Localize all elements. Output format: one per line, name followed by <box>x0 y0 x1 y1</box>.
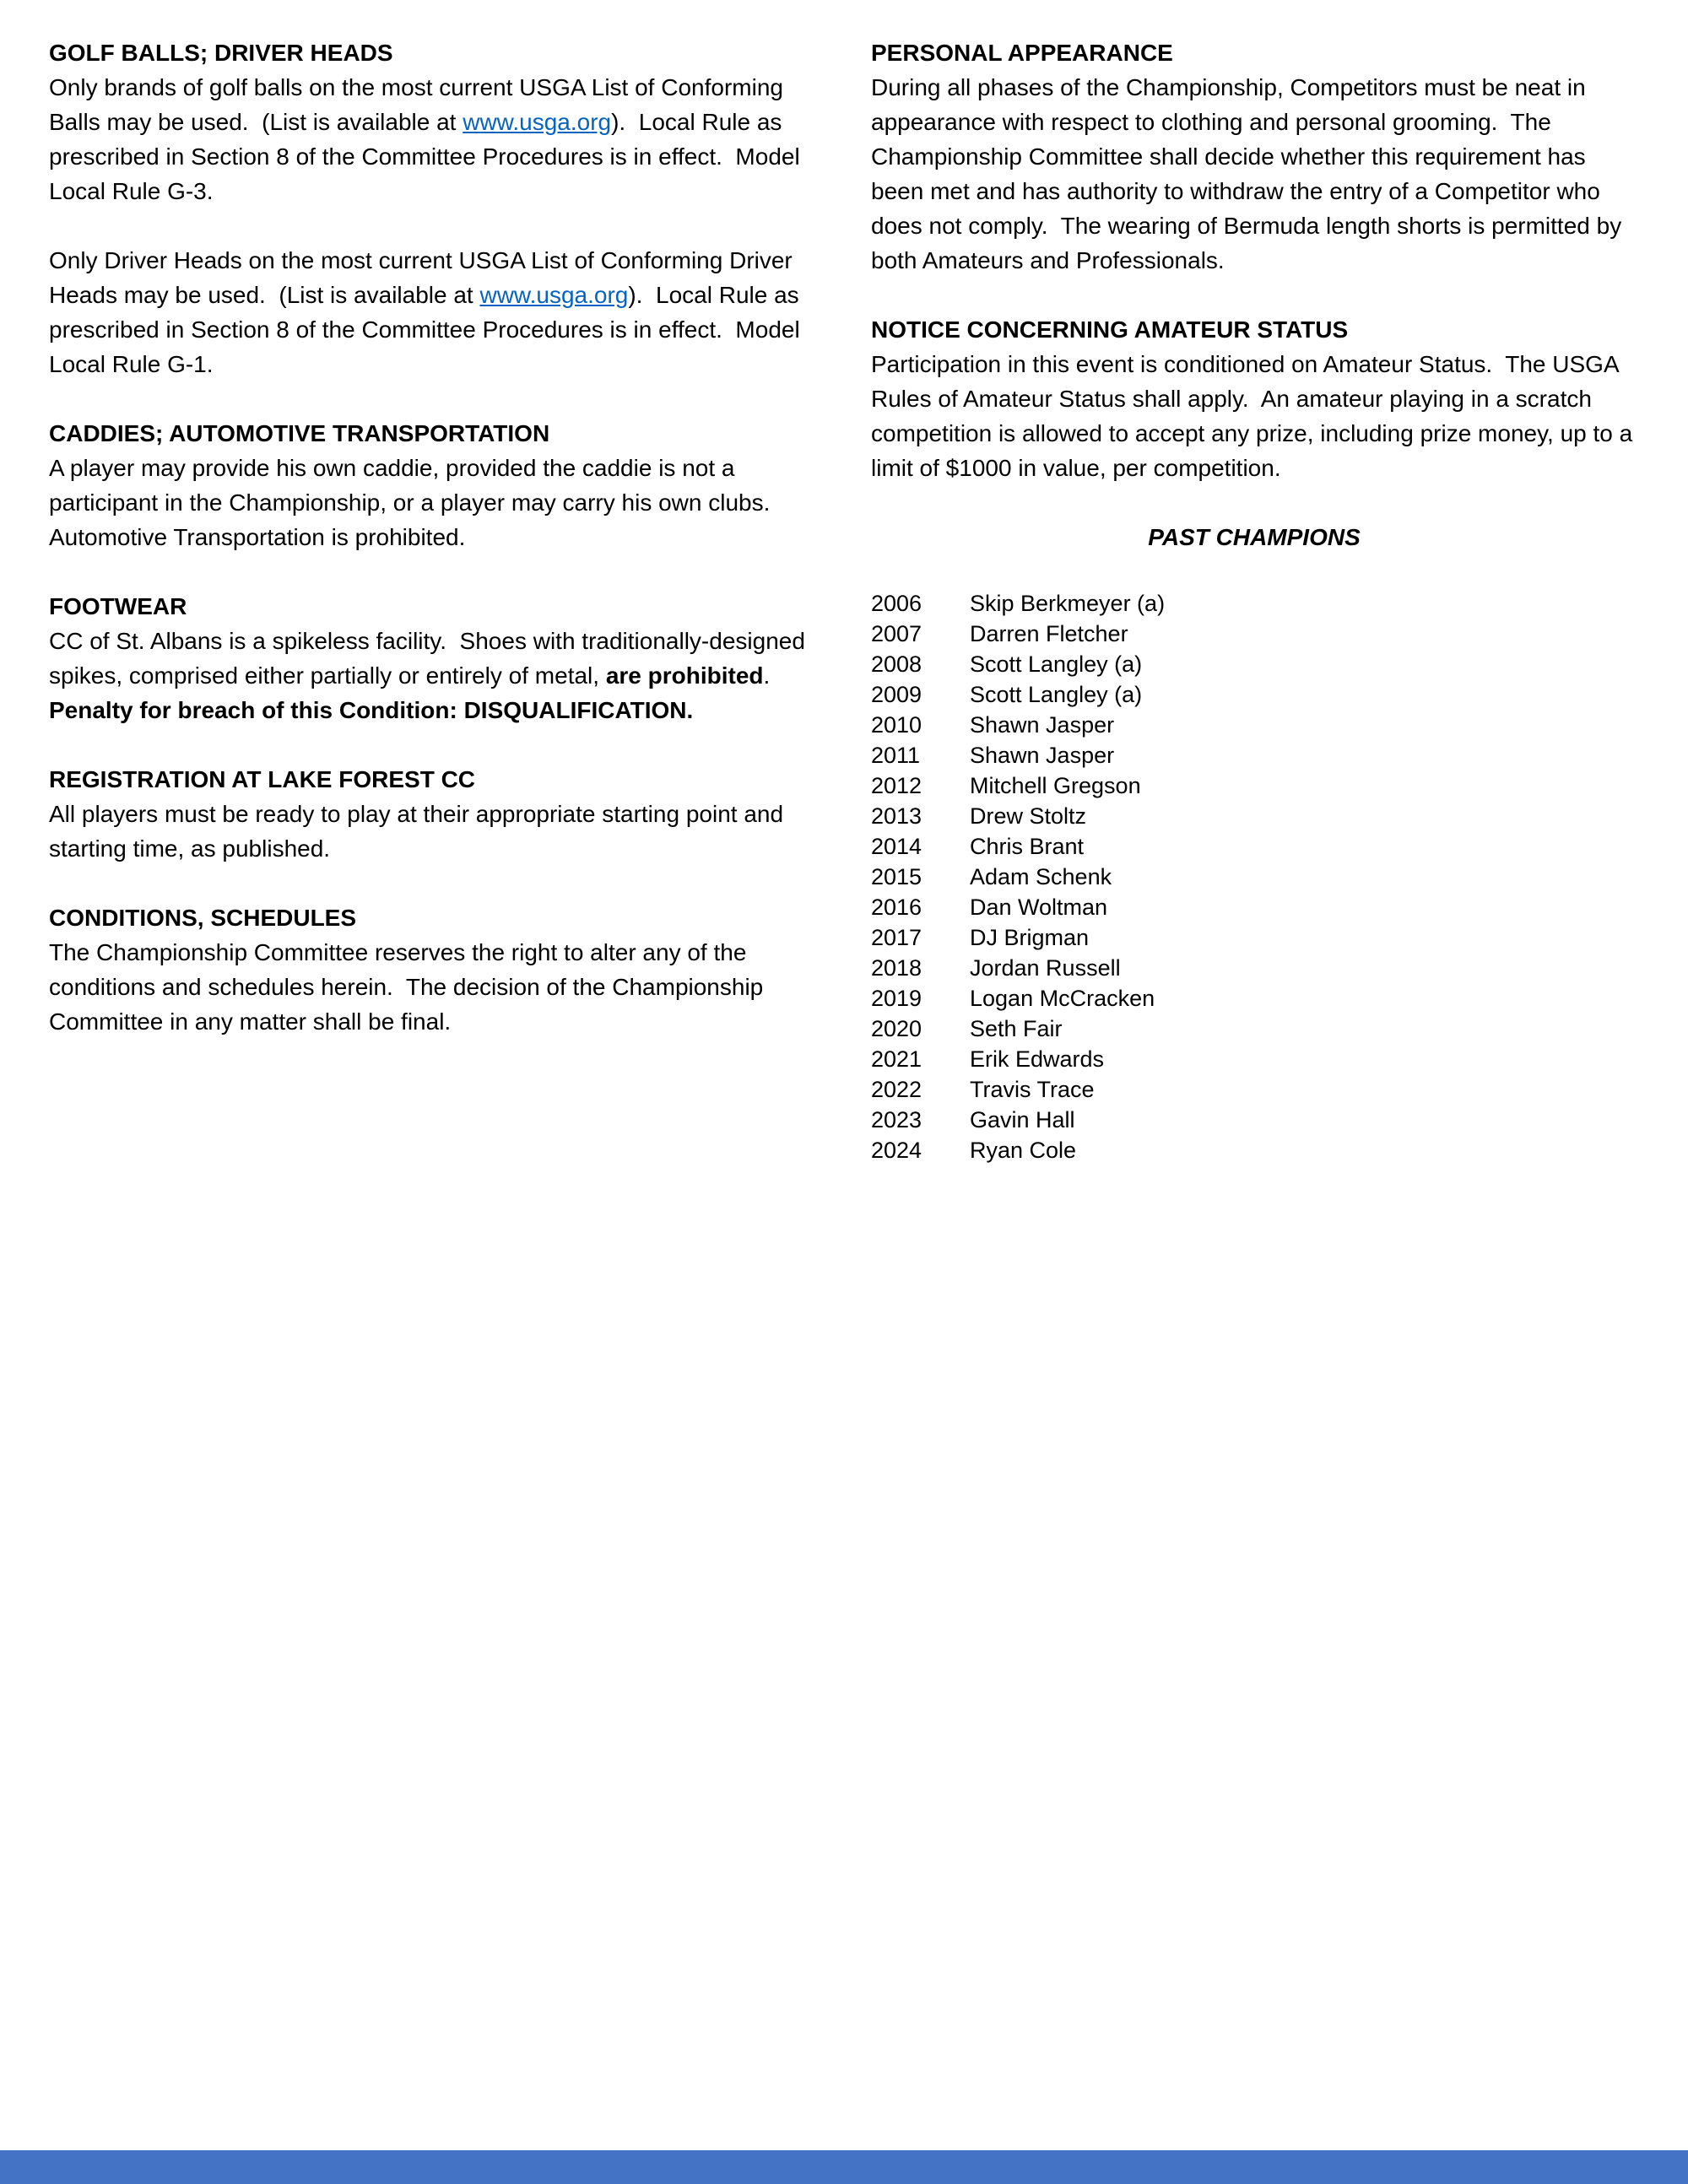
past-champions-list <box>871 588 1637 1165</box>
champion-row <box>871 1074 1637 1105</box>
champion-row <box>871 679 1637 710</box>
champion-name: Darren Fletcher <box>970 621 1128 646</box>
section-heading-caddies: CADDIES; AUTOMOTIVE TRANSPORTATION <box>49 420 550 446</box>
champion-year: 2012 <box>871 773 922 798</box>
champion-year: 2020 <box>871 1016 922 1041</box>
section-caddies-transportation <box>49 416 815 554</box>
right-column <box>871 35 1637 1200</box>
champion-year: 2019 <box>871 986 922 1011</box>
champion-row <box>871 801 1637 831</box>
champion-row <box>871 1105 1637 1135</box>
champion-year: 2015 <box>871 864 922 889</box>
champion-year: 2006 <box>871 591 922 616</box>
registration-paragraph: All players must be ready to play at their appropriate starting point and starting time, as published. <box>49 801 790 862</box>
caddies-paragraph: A player may provide his own caddie, provided the caddie is not a participant in the Championship, or a player may carry his own clubs. Automotive Transportation is prohibited. <box>49 455 782 550</box>
section-heading-personal-appearance: PERSONAL APPEARANCE <box>871 40 1173 66</box>
champion-row <box>871 770 1637 801</box>
champion-year: 2017 <box>871 925 922 950</box>
section-past-champions <box>871 520 1637 1165</box>
champion-year: 2008 <box>871 651 922 677</box>
champion-name: Scott Langley (a) <box>970 682 1143 707</box>
footer-accent-bar <box>0 2150 1688 2184</box>
section-heading-golf-balls: GOLF BALLS; DRIVER HEADS <box>49 40 393 66</box>
champion-row <box>871 649 1637 679</box>
champion-name: Ryan Cole <box>970 1138 1077 1163</box>
paragraph-text: Only Driver Heads on the most current USGA List of Conforming Driver Heads may be used. (List is available at <box>49 247 799 308</box>
champion-row <box>871 983 1637 1014</box>
usga-link[interactable]: www.usga.org <box>479 282 629 308</box>
champion-name: Mitchell Gregson <box>970 773 1141 798</box>
champion-year: 2021 <box>871 1046 922 1072</box>
past-champions-heading: PAST CHAMPIONS <box>1148 524 1361 550</box>
footwear-paragraph <box>49 624 815 727</box>
usga-link[interactable]: www.usga.org <box>463 109 612 135</box>
amateur-status-paragraph: Participation in this event is conditioned on Amateur Status. The USGA Rules of Amateur Status shall apply. An amateur playing in a scratch competition is allowed to accept any prize, including prize money, up to a limit of $1000 in value, per competition. <box>871 351 1639 481</box>
paragraph-text: . <box>763 662 783 689</box>
left-column <box>49 35 815 1200</box>
driver-heads-paragraph <box>49 243 815 381</box>
champion-name: Drew Stoltz <box>970 803 1087 829</box>
champion-row <box>871 588 1637 619</box>
champion-name: Gavin Hall <box>970 1107 1075 1133</box>
champion-name: Erik Edwards <box>970 1046 1105 1072</box>
champion-year: 2023 <box>871 1107 922 1133</box>
section-registration <box>49 762 815 866</box>
paragraph-text: Only brands of golf balls on the most current USGA List of Conforming Balls may be used. (List is available at <box>49 74 790 135</box>
champion-row <box>871 1135 1637 1165</box>
champion-year: 2011 <box>871 743 921 768</box>
section-heading-conditions: CONDITIONS, SCHEDULES <box>49 905 357 931</box>
champion-name: Shawn Jasper <box>970 712 1115 738</box>
champion-name: Logan McCracken <box>970 986 1155 1011</box>
champion-name: Adam Schenk <box>970 864 1112 889</box>
champion-row <box>871 892 1637 922</box>
section-heading-footwear: FOOTWEAR <box>49 593 187 619</box>
paragraph-text: CC of St. Albans is a spikeless facility. Shoes with traditionally-designed spikes, comprised either partially or entirely of metal, <box>49 628 812 689</box>
champion-name: Seth Fair <box>970 1016 1063 1041</box>
champion-name: Dan Woltman <box>970 895 1108 920</box>
champion-year: 2016 <box>871 895 922 920</box>
champion-row <box>871 740 1637 770</box>
champion-name: DJ Brigman <box>970 925 1090 950</box>
champion-year: 2013 <box>871 803 922 829</box>
champion-name: Travis Trace <box>970 1077 1095 1102</box>
champion-row <box>871 831 1637 862</box>
section-footwear <box>49 589 815 727</box>
champion-year: 2010 <box>871 712 922 738</box>
paragraph-text: ). Local Rule as prescribed in Section 8 of the Committee Procedures is in effect. Model Local Rule G-3. <box>49 109 807 204</box>
champion-row <box>871 710 1637 740</box>
champion-year: 2009 <box>871 682 922 707</box>
personal-appearance-paragraph: During all phases of the Championship, Competitors must be neat in appearance with respect to clothing and personal grooming. The Championship Committee shall decide whether this requirement has been met and has authority to withdraw the entry of a Competitor who does not comply. The wearing of Bermuda length shorts is permitted by both Amateurs and Professionals. <box>871 74 1628 273</box>
prohibited-bold-text: are prohibited <box>605 662 764 689</box>
golf-balls-paragraph-1 <box>49 70 815 208</box>
champion-row <box>871 1014 1637 1044</box>
section-heading-registration: REGISTRATION AT LAKE FOREST CC <box>49 766 476 792</box>
section-heading-amateur-status: NOTICE CONCERNING AMATEUR STATUS <box>871 316 1349 343</box>
champion-row <box>871 619 1637 649</box>
paragraph-text: ). Local Rule as prescribed in Section 8 of the Committee Procedures is in effect. Model Local Rule G-1. <box>49 282 807 377</box>
champion-row <box>871 1044 1637 1074</box>
champion-name: Jordan Russell <box>970 955 1121 981</box>
section-conditions-schedules <box>49 900 815 1039</box>
champion-name: Skip Berkmeyer (a) <box>970 591 1166 616</box>
champion-year: 2007 <box>871 621 922 646</box>
champion-name: Chris Brant <box>970 834 1085 859</box>
champion-name: Shawn Jasper <box>970 743 1115 768</box>
section-personal-appearance <box>871 35 1637 278</box>
section-amateur-status <box>871 312 1637 485</box>
champion-year: 2024 <box>871 1138 922 1163</box>
section-golf-balls-driver-heads <box>49 35 815 381</box>
champion-year: 2014 <box>871 834 922 859</box>
champion-year: 2022 <box>871 1077 922 1102</box>
champion-year: 2018 <box>871 955 922 981</box>
conditions-paragraph: The Championship Committee reserves the right to alter any of the conditions and schedules herein. The decision of the Championship Committee in any matter shall be final. <box>49 939 771 1035</box>
champion-row <box>871 953 1637 983</box>
champion-name: Scott Langley (a) <box>970 651 1143 677</box>
penalty-bold-text: Penalty for breach of this Condition: DISQUALIFICATION. <box>49 697 694 723</box>
champion-row <box>871 862 1637 892</box>
champion-row <box>871 922 1637 953</box>
